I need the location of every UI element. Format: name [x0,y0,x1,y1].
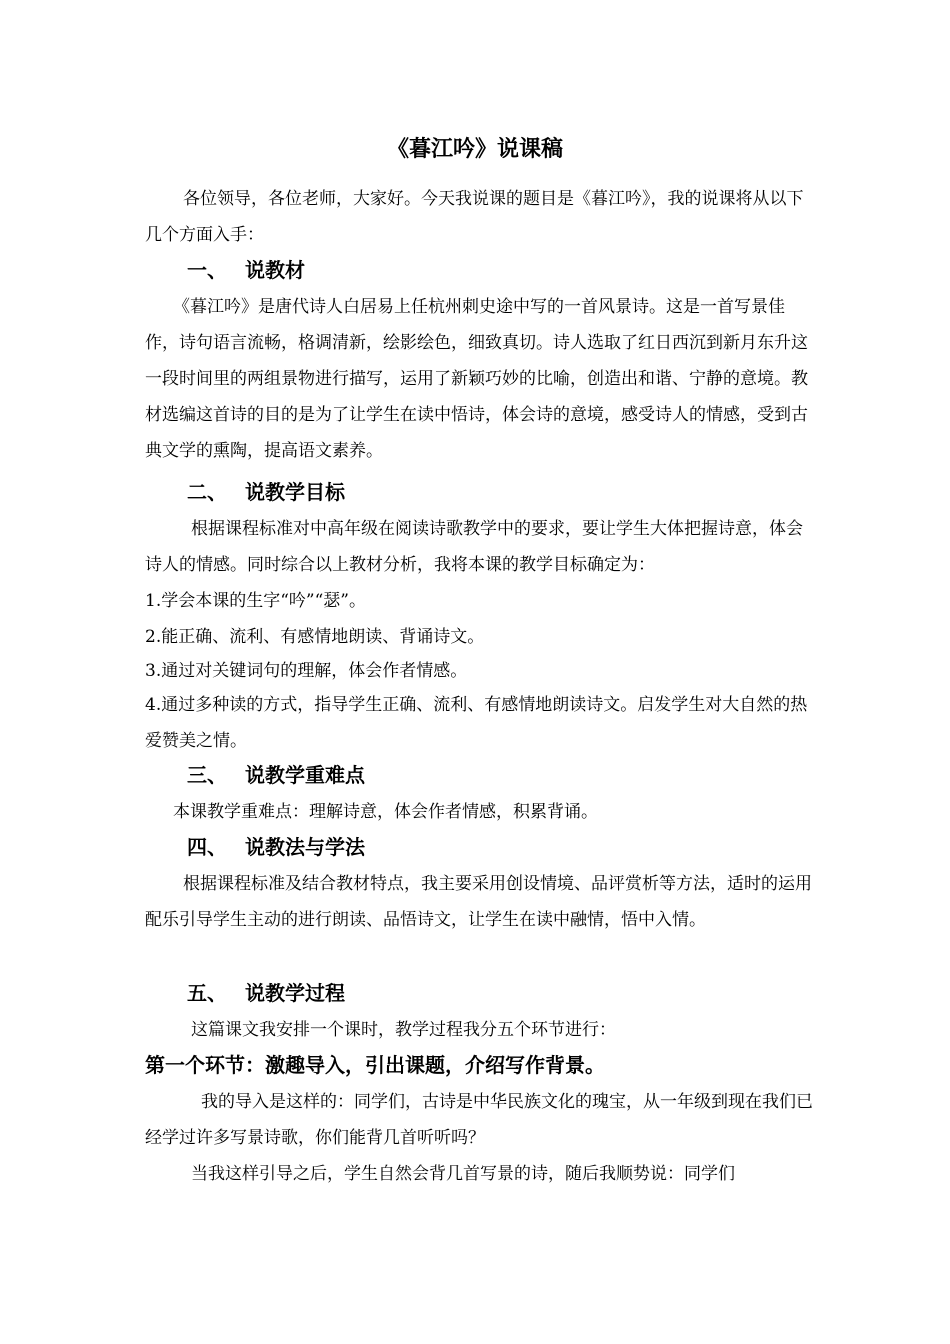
intro-paragraph: 各位领导，各位老师，大家好。今天我说课的题目是《暮江吟》，我的说课将从以下几个方面入手： [145,189,804,245]
section-3-paragraph: 本课教学重难点：理解诗意，体会作者情感，积累背诵。 [173,802,598,822]
objective-item-1: 1.学会本课的生字“吟”“瑟”。 [145,591,366,611]
document-title: 《暮江吟》说课稿 [386,137,563,162]
section-4-paragraph: 根据课程标准及结合教材特点，我主要采用创设情境、品评赏析等方法，适时的运用配乐引导学生主动的进行朗读、品悟诗文，让学生在读中融情，悟中入情。 [145,874,812,930]
step-1-heading: 第一个环节：激趣导入，引出课题，介绍写作背景。 [145,1053,605,1077]
section-title: 说教学目标 [245,480,345,504]
section-heading-1 [187,255,305,285]
section-title: 说教学重难点 [245,763,365,787]
section-number: 五、 [187,981,227,1005]
section-title: 说教法与学法 [245,835,365,859]
section-heading-4 [187,832,365,862]
section-1-paragraph: 《暮江吟》是唐代诗人白居易上任杭州刺史途中写的一首风景诗。这是一首写景佳作，诗句语言流畅，格调清新，绘影绘色，细致真切。诗人选取了红日西沉到新月东升这一段时间里的两组景物进行描写，运用了新颖巧妙的比喻，创造出和谐、宁静的意境。教材选编这首诗的目的是为了让学生在读中悟诗，体会诗的意境，感受诗人的情感，受到古典文学的熏陶，提高语文素养。 [145,297,808,461]
objective-item-3: 3.通过对关键词句的理解，体会作者情感。 [145,661,468,681]
objective-item-2: 2.能正确、流利、有感情地朗读、背诵诗文。 [145,627,485,647]
section-title: 说教学过程 [245,981,345,1005]
objective-item-4: 4.通过多种读的方式，指导学生正确、流利、有感情地朗读诗文。启发学生对大自然的热爱赞美之情。 [145,695,808,751]
section-number: 三、 [187,763,227,787]
section-number: 一、 [187,258,227,282]
section-heading-5 [187,978,345,1008]
section-title: 说教材 [245,258,305,282]
section-number: 二、 [187,480,227,504]
section-5-paragraph: 这篇课文我安排一个课时，教学过程我分五个环节进行： [191,1020,616,1040]
section-number: 四、 [187,835,227,859]
section-heading-3 [187,760,365,790]
section-2-paragraph: 根据课程标准对中高年级在阅读诗歌教学中的要求，要让学生大体把握诗意，体会诗人的情感。同时综合以上教材分析，我将本课的教学目标确定为： [145,519,803,575]
step-1-paragraph-2: 当我这样引导之后，学生自然会背几首写景的诗，随后我顺势说：同学们 [191,1164,735,1184]
section-heading-2 [187,477,345,507]
step-1-paragraph-1: 我的导入是这样的：同学们，古诗是中华民族文化的瑰宝，从一年级到现在我们已经学过许多写景诗歌，你们能背几首听听吗？ [145,1092,813,1148]
